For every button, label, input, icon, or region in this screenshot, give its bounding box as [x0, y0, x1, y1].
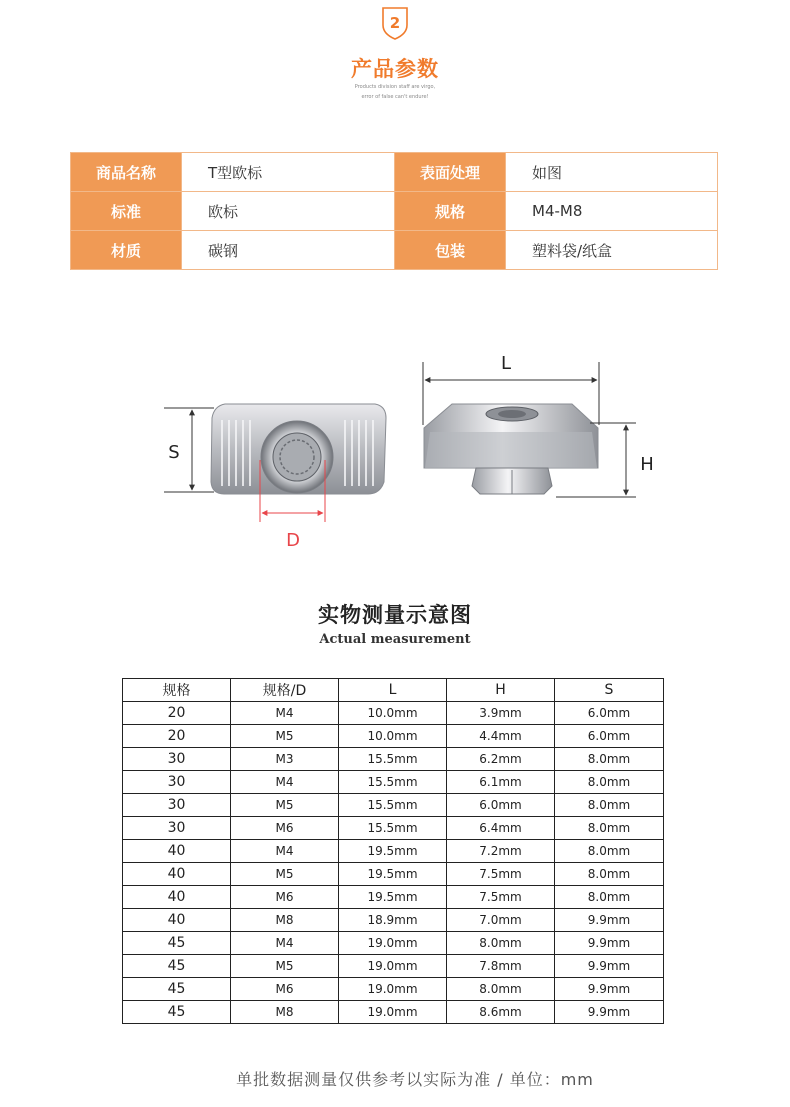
table-cell: 45: [123, 932, 231, 955]
param-value: 碳钢: [182, 231, 395, 270]
table-cell: 8.0mm: [447, 932, 555, 955]
param-label: 表面处理: [395, 153, 506, 192]
t-nut-top-view: [211, 404, 386, 494]
param-value: 欧标: [182, 192, 395, 231]
table-cell: 8.0mm: [555, 886, 664, 909]
table-cell: 7.0mm: [447, 909, 555, 932]
table-cell: 6.0mm: [555, 702, 664, 725]
table-cell: M5: [231, 863, 339, 886]
table-cell: M4: [231, 771, 339, 794]
table-cell: M4: [231, 932, 339, 955]
dimension-l-label: L: [500, 353, 512, 374]
column-header: H: [447, 679, 555, 702]
param-value: 如图: [506, 153, 718, 192]
params-row: [71, 153, 718, 192]
table-cell: 19.5mm: [339, 863, 447, 886]
table-cell: 40: [123, 909, 231, 932]
badge-number: 2: [389, 14, 401, 32]
param-label: 规格: [395, 192, 506, 231]
dimension-d-label: D: [286, 530, 300, 551]
table-cell: 9.9mm: [555, 932, 664, 955]
table-cell: 7.5mm: [447, 863, 555, 886]
t-nut-side-view: [424, 404, 598, 494]
table-row: [123, 840, 664, 863]
table-cell: 8.0mm: [555, 748, 664, 771]
table-cell: M8: [231, 909, 339, 932]
table-cell: 19.0mm: [339, 932, 447, 955]
table-cell: 45: [123, 955, 231, 978]
table-cell: 8.0mm: [555, 817, 664, 840]
table-cell: M5: [231, 794, 339, 817]
dimension-s-label: S: [168, 442, 180, 463]
param-value: M4-M8: [506, 192, 718, 231]
table-cell: 40: [123, 863, 231, 886]
table-row: [123, 794, 664, 817]
params-row: [71, 192, 718, 231]
table-cell: 8.0mm: [555, 840, 664, 863]
table-cell: 9.9mm: [555, 978, 664, 1001]
param-label: 包装: [395, 231, 506, 270]
measurement-header-row: [123, 679, 664, 702]
table-cell: 10.0mm: [339, 725, 447, 748]
table-cell: M4: [231, 840, 339, 863]
table-cell: 4.4mm: [447, 725, 555, 748]
table-row: [123, 748, 664, 771]
table-row: [123, 978, 664, 1001]
column-header: S: [555, 679, 664, 702]
table-cell: 7.8mm: [447, 955, 555, 978]
param-value: 塑料袋/纸盒: [506, 231, 718, 270]
table-cell: 3.9mm: [447, 702, 555, 725]
table-cell: 9.9mm: [555, 955, 664, 978]
params-row: [71, 231, 718, 270]
table-cell: 7.5mm: [447, 886, 555, 909]
section-subtitle-line2: error of false can't endure!: [361, 94, 429, 100]
measurement-subtitle: Actual measurement: [319, 632, 471, 647]
dimension-h-label: H: [640, 454, 654, 475]
table-cell: 30: [123, 817, 231, 840]
number-shield-icon: [377, 4, 413, 40]
measurement-table: [122, 678, 664, 1024]
table-cell: 20: [123, 725, 231, 748]
column-header: 规格: [123, 679, 231, 702]
table-cell: 45: [123, 978, 231, 1001]
table-cell: 6.0mm: [447, 794, 555, 817]
column-header: 规格/D: [231, 679, 339, 702]
table-cell: 19.0mm: [339, 978, 447, 1001]
table-cell: 6.2mm: [447, 748, 555, 771]
table-cell: 7.2mm: [447, 840, 555, 863]
table-row: [123, 725, 664, 748]
table-cell: M4: [231, 702, 339, 725]
table-row: [123, 909, 664, 932]
table-cell: 40: [123, 886, 231, 909]
table-row: [123, 817, 664, 840]
product-params-table: [70, 152, 718, 270]
table-cell: 15.5mm: [339, 748, 447, 771]
table-cell: 40: [123, 840, 231, 863]
table-row: [123, 932, 664, 955]
param-label: 材质: [71, 231, 182, 270]
column-header: L: [339, 679, 447, 702]
table-cell: 19.5mm: [339, 886, 447, 909]
table-cell: 15.5mm: [339, 771, 447, 794]
table-row: [123, 1001, 664, 1024]
unit-footnote: 单批数据测量仅供参考以实际为准 / 单位：mm: [236, 1070, 594, 1089]
table-cell: 6.0mm: [555, 725, 664, 748]
table-row: [123, 702, 664, 725]
table-cell: 15.5mm: [339, 817, 447, 840]
param-value: T型欧标: [182, 153, 395, 192]
table-cell: M3: [231, 748, 339, 771]
table-cell: M6: [231, 817, 339, 840]
table-cell: 19.0mm: [339, 1001, 447, 1024]
table-cell: 18.9mm: [339, 909, 447, 932]
table-cell: 30: [123, 794, 231, 817]
table-cell: 15.5mm: [339, 794, 447, 817]
dimension-s: [164, 408, 214, 492]
table-cell: 30: [123, 771, 231, 794]
section-subtitle-line1: Products division staff are virgo,: [354, 84, 436, 90]
table-cell: 9.9mm: [555, 1001, 664, 1024]
param-label: 标准: [71, 192, 182, 231]
table-cell: 8.6mm: [447, 1001, 555, 1024]
measurement-title: 实物测量示意图: [318, 603, 472, 627]
table-cell: 6.4mm: [447, 817, 555, 840]
table-cell: 9.9mm: [555, 909, 664, 932]
table-cell: 8.0mm: [555, 771, 664, 794]
table-cell: 20: [123, 702, 231, 725]
t-nut-dimension-diagram: [0, 330, 790, 570]
table-row: [123, 863, 664, 886]
table-cell: M5: [231, 955, 339, 978]
table-cell: M8: [231, 1001, 339, 1024]
table-cell: 10.0mm: [339, 702, 447, 725]
table-cell: M5: [231, 725, 339, 748]
param-label: 商品名称: [71, 153, 182, 192]
table-row: [123, 955, 664, 978]
table-row: [123, 886, 664, 909]
table-cell: 30: [123, 748, 231, 771]
table-cell: 45: [123, 1001, 231, 1024]
table-cell: 6.1mm: [447, 771, 555, 794]
table-cell: 8.0mm: [555, 794, 664, 817]
table-row: [123, 771, 664, 794]
table-cell: 8.0mm: [447, 978, 555, 1001]
table-cell: M6: [231, 886, 339, 909]
section-title: 产品参数: [351, 57, 439, 81]
table-cell: 19.5mm: [339, 840, 447, 863]
table-cell: M6: [231, 978, 339, 1001]
table-cell: 8.0mm: [555, 863, 664, 886]
table-cell: 19.0mm: [339, 955, 447, 978]
